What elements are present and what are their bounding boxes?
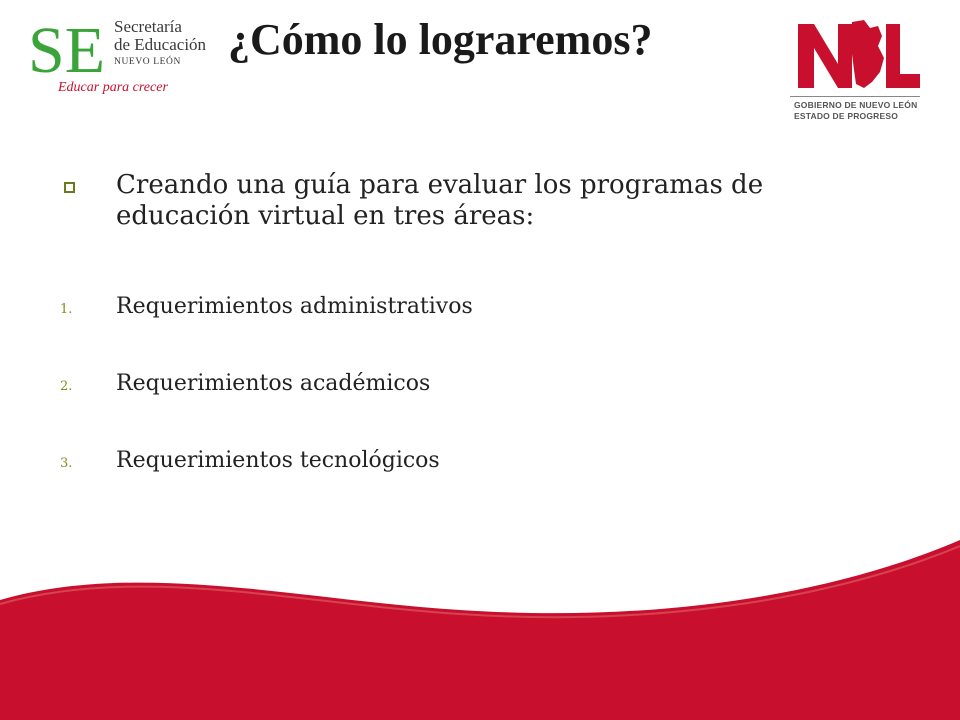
- nl-logo-divider: [790, 96, 920, 97]
- se-logo-text: [114, 18, 206, 68]
- se-logo-line2: de Educación: [114, 34, 207, 54]
- se-logo: [28, 14, 228, 104]
- list-item-text: Requerimientos académicos: [116, 371, 431, 396]
- se-monogram: SE: [28, 14, 106, 87]
- list-item-marker: 1.: [60, 302, 73, 317]
- list-item-text: Requerimientos tecnológicos: [116, 448, 440, 473]
- list-item-text: Requerimientos administrativos: [116, 294, 473, 319]
- nl-monogram-icon: [794, 18, 922, 94]
- nl-logo-text: [794, 100, 917, 121]
- nl-logo-line1: GOBIERNO DE NUEVO LEÓN: [794, 100, 918, 110]
- slide-title: ¿Cómo lo lograremos?: [228, 15, 653, 64]
- red-wave-decoration: [0, 540, 960, 720]
- list-item: [60, 371, 860, 396]
- bullet-text: Creando una guía para evaluar los programas de educación virtual en tres áreas:: [116, 170, 764, 231]
- square-outline-icon: [64, 182, 75, 193]
- list-item: [60, 448, 860, 473]
- list-item-marker: 2.: [60, 379, 73, 394]
- se-logo-line3: NUEVO LEÓN: [114, 56, 181, 67]
- se-monogram-icon: [28, 14, 112, 88]
- list-item: [60, 294, 860, 319]
- list-item-marker: 3.: [60, 456, 73, 471]
- nl-logo-line2: ESTADO DE PROGRESO: [794, 110, 899, 121]
- se-slogan: Educar para crecer: [58, 80, 168, 95]
- bullet-point: [64, 170, 904, 232]
- nl-logo: [790, 18, 950, 128]
- se-logo-line1: Secretaría: [114, 17, 182, 36]
